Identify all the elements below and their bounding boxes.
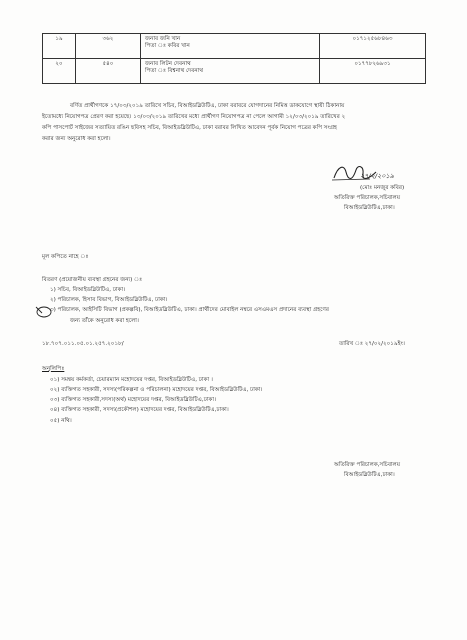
copy-item: ০৪) ব্যক্তিগত সহকারী, সদস্য(প্রকৌশল) মহোদয়ের দপ্তর, বিআইডব্লিউটিএ,ঢাকা। <box>50 407 229 413</box>
phone-cell: ০১৭৭৮২৬৯৩১ <box>320 59 426 84</box>
memo-number: ১৮.৭০৭.০১১.০৫.০১.২৫৭.২০১৮/ <box>42 341 124 347</box>
pen-circle-mark <box>34 304 52 318</box>
signatory-designation: অতিরিক্ত পরিচালক,সচিবালয় <box>334 195 401 201</box>
distribution-heading: বিতরণ (প্রয়োজনীয় ব্যবস্থা গ্রহনের জন্য) ঃ <box>42 277 143 283</box>
table-row <box>43 34 426 59</box>
distribution-item: ১) সচিব, বিআইডব্লিউটিএ, ঢাকা। <box>50 287 126 293</box>
candidate-table <box>42 33 426 84</box>
candidate-name: জনাব লিটন দেবনাথ <box>145 61 191 67</box>
signatory-name: (মোঃ মনজুর কবির) <box>360 185 405 191</box>
memo-date: তারিখ ঃ ২৭/০২/২০১৯ইং। <box>339 341 405 347</box>
original-note: মূল কপিতে নাহে ঃ <box>42 254 89 260</box>
table-row <box>43 59 426 84</box>
name-cell <box>141 34 320 59</box>
copies-heading: অনুলিপিঃ <box>42 366 65 372</box>
copy-item: ০১) সমন্বয় কর্মকর্তা, চেয়ারম্যান মহোদয়ের দপ্তর, বিআইডব্লিউটিএ, ঢাকা । <box>50 377 213 383</box>
copy-item: ০৫) নথি। <box>50 418 72 424</box>
candidate-name: জনাব জনি খান <box>145 36 181 42</box>
body-line-2: ইতোমধ্যে নিয়োগপত্র প্রেরণ করা হয়েছে। ১৩/০৩/২০১৯ তারিখের মধ্যে প্রার্থীগণ নিয়োগপত্র না পেলে আগামী ১২/০৩/২০১৯ তারিখের ২ <box>42 114 346 120</box>
body-line-4: করার জন্য অনুরোধ করা হলো। <box>42 136 111 142</box>
phone-cell: ০১৭১২৫৬৮৪৬৩ <box>320 34 426 59</box>
name-cell <box>141 59 320 84</box>
serial-cell: ১৯ <box>43 34 76 59</box>
roll-cell: ৩৬২ <box>76 34 141 59</box>
candidate-father: পিতা ঃ বিশ্বনাথ দেবনাথ <box>145 67 203 74</box>
distribution-item: ২) পরিচালক, হিসাব বিভাগ, বিআইডব্লিউটিএ, ঢাকা। <box>50 297 168 303</box>
roll-cell: ৫৪০ <box>76 59 141 84</box>
bottom-signatory-office: বিআইডব্লিউটিএ,ঢাকা। <box>344 472 395 478</box>
body-line-1: বর্ণিত প্রার্থীগণকে ১৭/০৩/২০১৯ তারিখে সচিব, বিআইডব্লিউটিএ, ঢাকা বরাবরে যোগদানের নিমিত্ত ডাকযোগে স্থায়ী ঠিকানায় <box>70 103 345 109</box>
distribution-item-continued: জন্য তাঁকে অনুরোধ করা হলো। <box>70 318 139 324</box>
distribution-item: ৩) পরিচালক, আইসিটি বিভাগ (প্রকল্পবি), বিআইডব্লিউটিএ, ঢাকা। প্রার্থীদের মোবাইল নম্বরে এসএমএস প্রদানের ব্যবস্থা গ্রহণের <box>50 307 329 313</box>
serial-cell: ২০ <box>43 59 76 84</box>
copy-item: ০২) ব্যক্তিগত সহকারী, সদস্য(পরিকল্পনা ও পরিচালনা) মহোদয়ের দপ্তর, বিআইডব্লিউটিএ, ঢাকা। <box>50 387 263 393</box>
copy-item: ০৩) ব্যক্তিগত সহকারী,সদস্য(অর্থ) মহোদয়ের দপ্তর, বিআইডব্লিউটিএ,ঢাকা। <box>50 397 217 403</box>
body-line-3: কপি পাসপোর্ট সাইজের সত্যায়িত রঙিন ছবিসহ সচিব, বিআইডব্লিউটিএ, ঢাকা বরাবর লিখিত আবেদন পূর্বক নিয়োগ পত্রের কপি সংগ্রহ <box>42 125 337 131</box>
bottom-signatory-designation: অতিরিক্ত পরিচালক,সচিবালয় <box>334 462 401 468</box>
signature-date: ২৭/২/২০১৯ <box>360 172 394 180</box>
candidate-father: পিতা ঃ কবির খান <box>145 42 190 49</box>
signatory-office: বিআইডব্লিউটিএ,ঢাকা। <box>344 205 395 211</box>
